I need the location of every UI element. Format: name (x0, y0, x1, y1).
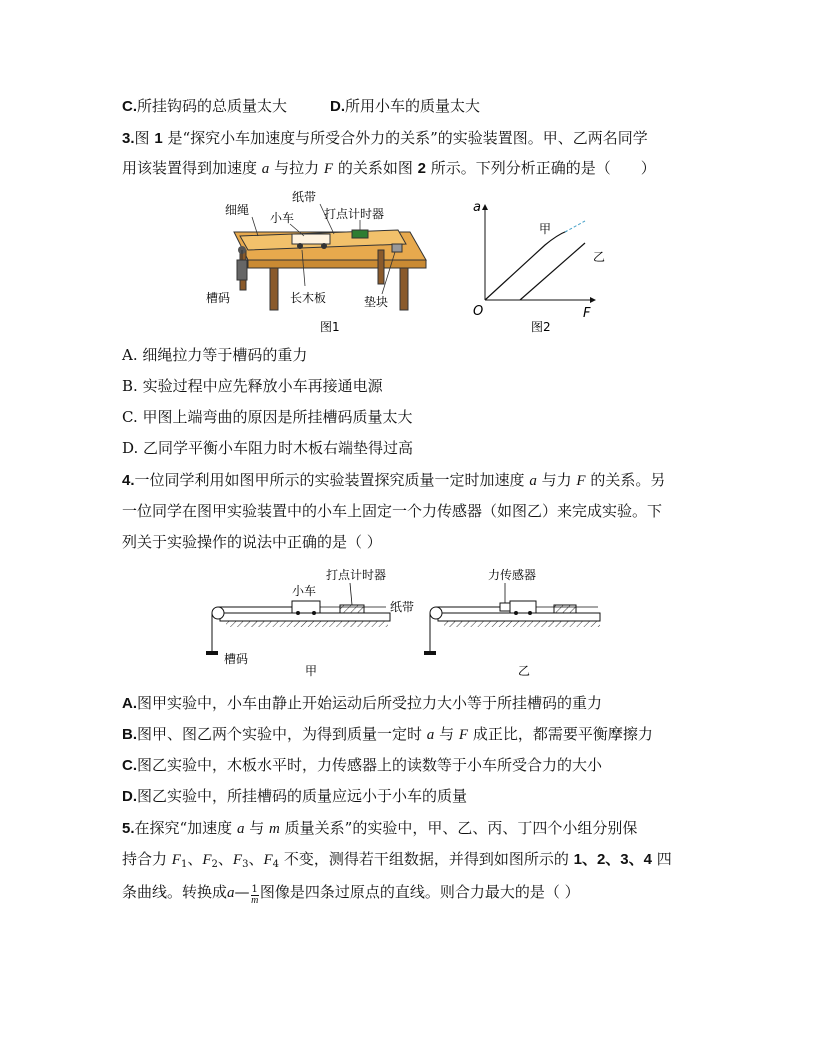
fig1-caption: 图1 (320, 320, 340, 334)
q5-number: 5. (122, 820, 135, 837)
q3-stem-text: 用该装置得到加速度 (122, 159, 258, 177)
q4-option-d (122, 786, 467, 807)
q3-option-c-text: 甲图上端弯曲的原因是所挂槽码质量太大 (142, 408, 413, 426)
q4-option-b-text: 成正比，都需要平衡摩擦力 (472, 725, 653, 743)
curve-jia-label: 甲 (539, 222, 552, 236)
q2-option-c (122, 96, 287, 117)
q5-stem-line2 (122, 849, 672, 875)
q4-number: 4. (122, 472, 135, 489)
label-car: 小车 (270, 211, 295, 225)
q5-stem-text: 条曲线。转换成 (122, 883, 228, 901)
q5-stem-text: 不变，测得若干组数据，并得到如图所示的 (283, 850, 569, 868)
q5-frac-bottom: m (251, 895, 259, 906)
q5-stem-text: 在探究“加速度 (134, 819, 233, 837)
q4-stem-line3: 列关于实验操作的说法中正确的是（ ） (122, 533, 382, 551)
q3-option-d (122, 438, 413, 458)
q3-stem-text: 是“探究小车加速度与所受合外力的关系”的实验装置图。甲、乙两名同学 (167, 129, 648, 147)
q3-stem-line1 (122, 128, 648, 149)
q4-option-b (122, 724, 653, 745)
q2-option-d (330, 96, 480, 117)
q3-option-a (122, 345, 307, 365)
q4-option-c (122, 755, 602, 776)
axis-x-label: F (583, 306, 591, 321)
q4-option-d-label: D. (122, 788, 137, 805)
q3-option-a-label: A. (122, 346, 138, 364)
q4-stem-text: 一位同学利用如图甲所示的实验装置探究质量一定时加速度 (134, 471, 525, 489)
q5-F1-sub: 1 (180, 859, 188, 870)
q3-figure1-apparatus (200, 190, 440, 340)
q5-var-a: a (236, 821, 245, 837)
q5-stem-line1 (122, 818, 637, 839)
q5-sep: 、 (248, 850, 264, 868)
q5-F4-sub: 4 (272, 859, 280, 870)
q4-var-F: F (576, 473, 586, 489)
q4-label-weight: 槽码 (224, 652, 249, 666)
q5-sep: 、 (187, 850, 203, 868)
q3-stem-text: 的关系如图 (337, 159, 413, 177)
q5-var-m: m (269, 821, 280, 837)
q5-var-a: a (227, 885, 235, 901)
q3-var-a: a (261, 161, 270, 177)
q4-option-b-text: 图甲、图乙两个实验中，为得到质量一定时 (137, 725, 423, 743)
q4-option-a-label: A. (122, 695, 137, 712)
q2-option-d-text: 所用小车的质量太大 (345, 97, 481, 115)
q4-stem-text: 与力 (541, 471, 572, 489)
q5-frac-top: 1 (251, 884, 258, 895)
q3-option-b-text: 实验过程中应先释放小车再接通电源 (142, 377, 383, 395)
curve-yi-label: 乙 (593, 250, 605, 264)
q4-option-b-var-F: F (458, 727, 469, 743)
q5-stem-line3 (122, 882, 580, 906)
q5-stem-text: 与 (249, 819, 265, 837)
q3-figure2-graph (465, 195, 605, 340)
label-timer: 打点计时器 (324, 207, 385, 221)
q4-option-d-text: 图乙实验中，所挂槽码的质量应远小于小车的质量 (137, 787, 468, 805)
q5-curves: 1、2、3、4 (573, 851, 652, 868)
q3-option-d-label: D. (122, 439, 139, 457)
q4-option-b-text: 与 (439, 725, 455, 743)
q5-F4: F (263, 852, 273, 868)
q4-label-sensor: 力传感器 (488, 568, 537, 582)
q5-fraction (251, 885, 259, 906)
q4-caption-yi: 乙 (518, 664, 531, 678)
q5-stem-text: 持合力 (122, 850, 168, 868)
q3-option-d-text: 乙同学平衡小车阻力时木板右端垫得过高 (143, 439, 414, 457)
q2-option-c-label: C. (122, 98, 137, 115)
label-tape: 纸带 (292, 190, 317, 204)
q3-option-c-label: C. (122, 408, 138, 426)
q4-label-timer: 打点计时器 (326, 568, 387, 582)
q2-option-c-text: 所挂钩码的总质量太大 (137, 97, 288, 115)
q3-stem-text: 图 (134, 129, 150, 147)
q4-figure-apparatus (200, 565, 620, 680)
q4-option-b-label: B. (122, 726, 137, 743)
q4-option-a-text: 图甲实验中，小车由静止开始运动后所受拉力大小等于所挂槽码的重力 (137, 694, 603, 712)
q3-option-a-text: 细绳拉力等于槽码的重力 (142, 346, 308, 364)
q3-number: 3. (122, 130, 135, 147)
q4-option-a (122, 693, 602, 714)
q4-caption-jia: 甲 (305, 664, 318, 678)
q4-option-b-var-a: a (426, 727, 435, 743)
q5-F3-sub: 3 (242, 859, 249, 870)
q4-option-c-label: C. (122, 757, 137, 774)
q5-F1: F (171, 852, 181, 868)
label-board: 长木板 (290, 291, 327, 305)
label-rope: 细绳 (225, 203, 250, 217)
q4-stem-line2: 一位同学在图甲实验装置中的小车上固定一个力传感器（如图乙）来完成实验。下 (122, 502, 663, 520)
q4-stem-text: 的关系。另 (590, 471, 666, 489)
label-weight: 槽码 (206, 291, 231, 305)
q4-label-tape: 纸带 (390, 600, 415, 614)
q3-fig2-ref: 2 (417, 160, 426, 177)
q3-stem-text: 与拉力 (274, 159, 320, 177)
q3-option-b (122, 376, 383, 396)
q3-stem-text: 所示。下列分析正确的是（ ） (430, 159, 656, 177)
q4-var-a: a (529, 473, 537, 489)
q3-option-b-label: B. (122, 377, 138, 395)
q3-stem-line2 (122, 158, 656, 179)
q5-sep: 、 (217, 850, 233, 868)
q5-dash: — (234, 883, 250, 901)
fig2-caption: 图2 (531, 320, 551, 334)
label-block: 垫块 (364, 295, 389, 309)
q3-var-F: F (323, 161, 334, 177)
q2-option-d-label: D. (330, 98, 345, 115)
q4-option-c-text: 图乙实验中，木板水平时，力传感器上的读数等于小车所受合力的大小 (137, 756, 603, 774)
q3-option-c (122, 407, 413, 427)
q4-stem-line1 (122, 470, 665, 491)
q5-F2-sub: 2 (211, 859, 218, 870)
q5-stem-text: 四 (656, 850, 672, 868)
q4-label-car: 小车 (292, 584, 317, 598)
q5-stem-text: 图像是四条过原点的直线。则合力最大的是（ ） (259, 883, 580, 901)
q5-stem-text: 质量关系”的实验中，甲、乙、丙、丁四个小组分别保 (284, 819, 638, 837)
q5-F2: F (202, 852, 212, 868)
q5-F3: F (232, 852, 243, 868)
q3-fig1-ref: 1 (154, 130, 163, 147)
axis-y-label: a (473, 200, 481, 215)
origin-label: O (473, 304, 484, 319)
